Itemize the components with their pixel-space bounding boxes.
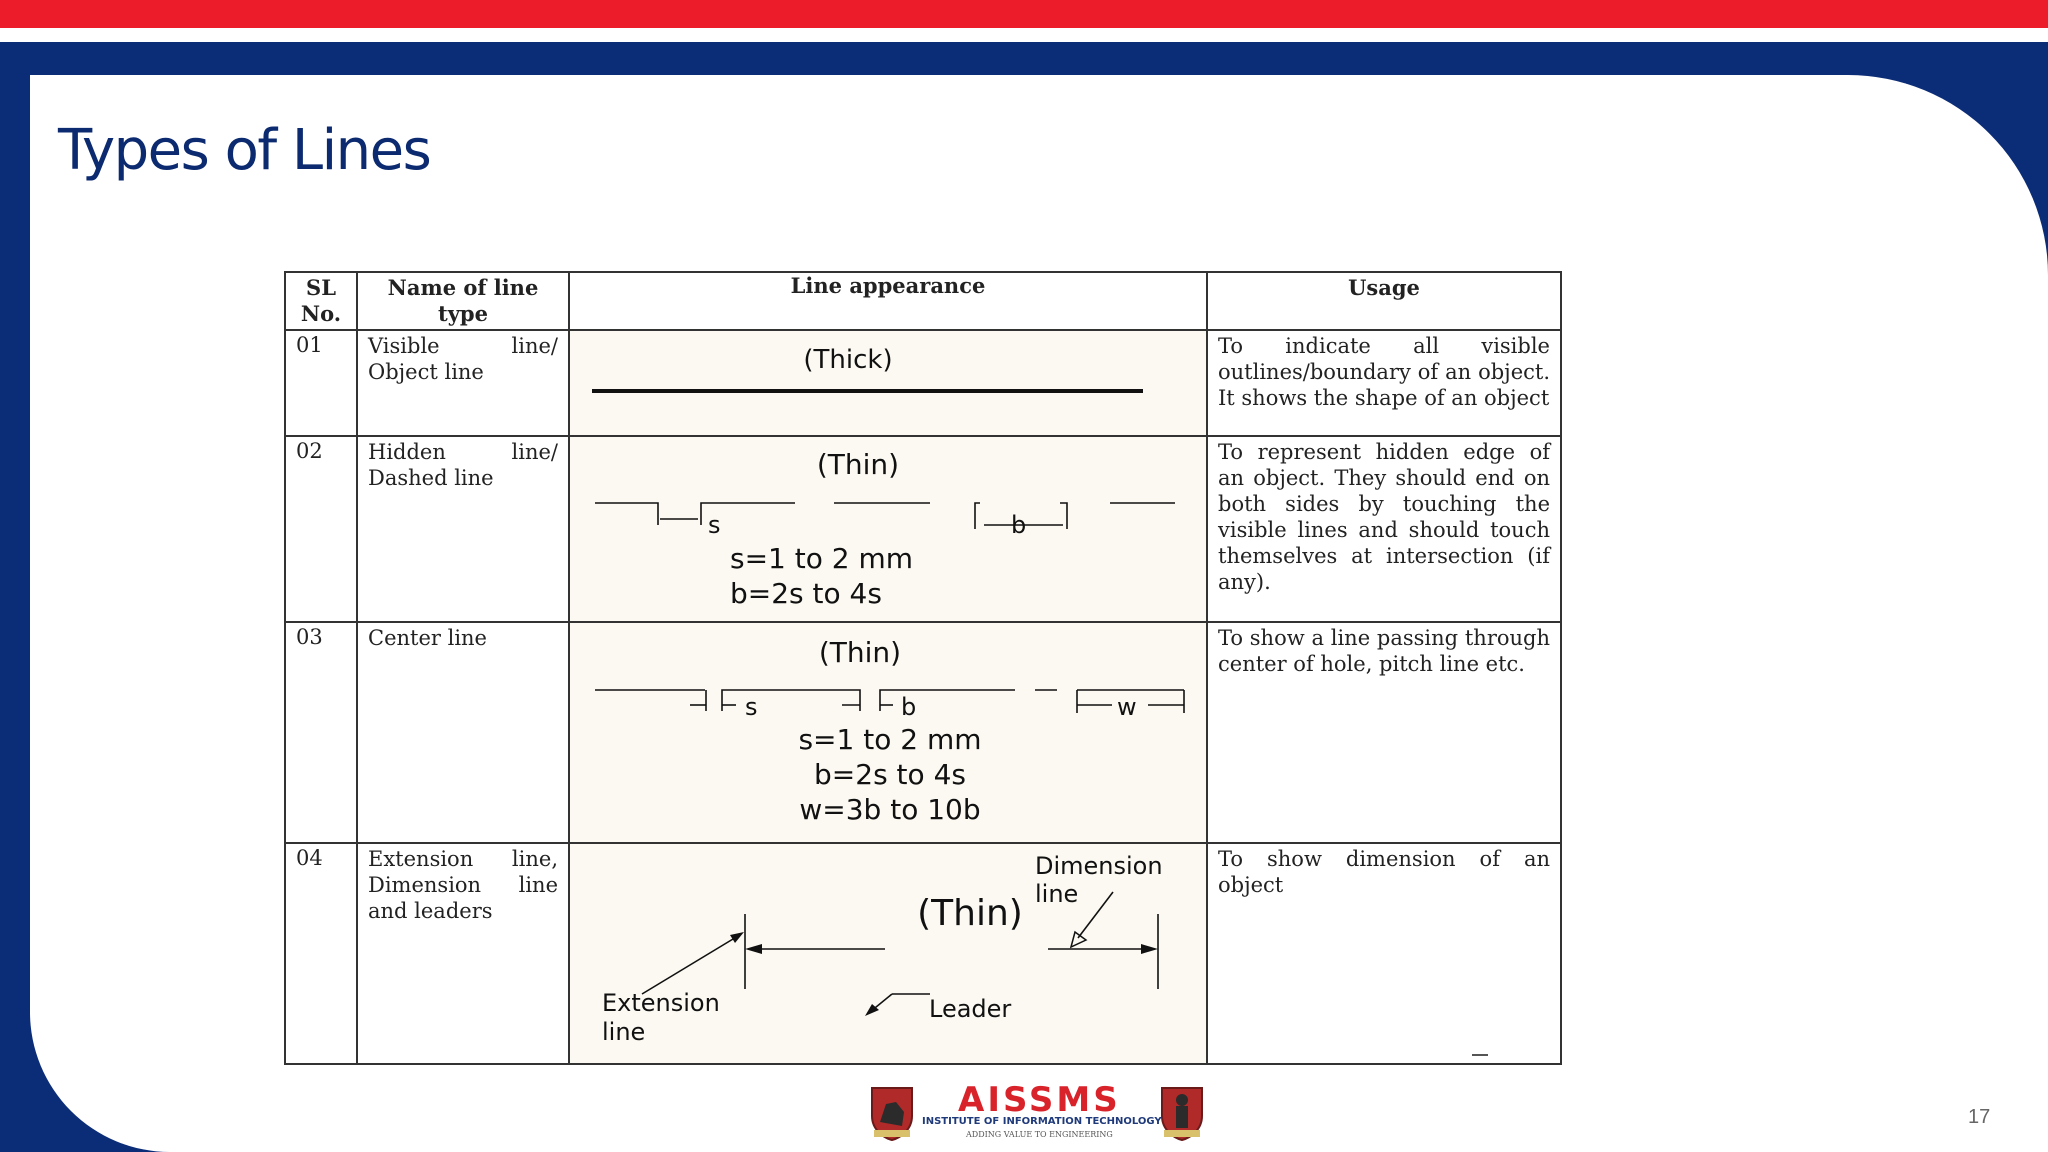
header-sl-no: SL No. xyxy=(285,272,357,330)
extension-label-2: line xyxy=(602,1018,646,1046)
row-name: Visible line/ Object line xyxy=(357,330,569,436)
line-types-table xyxy=(284,271,1562,1065)
left-crest-icon xyxy=(866,1082,918,1142)
row-sl: 04 xyxy=(285,843,357,1064)
table-row xyxy=(285,843,1561,1064)
center-thin-label: (Thin) xyxy=(818,636,902,669)
hidden-eq2: b=2s to 4s xyxy=(730,577,882,610)
logo-name: AISSMS xyxy=(958,1080,1121,1120)
table-row xyxy=(285,436,1561,622)
row-sl: 03 xyxy=(285,622,357,843)
row-sl: 01 xyxy=(285,330,357,436)
center-w-label: w xyxy=(1117,693,1137,721)
hidden-b-label: b xyxy=(1011,511,1027,539)
row-usage: To indicate all visible outlines/boundary of an object. It shows the shape of an object xyxy=(1207,330,1561,436)
hidden-eq1: s=1 to 2 mm xyxy=(730,542,914,575)
logo-subtitle: INSTITUTE OF INFORMATION TECHNOLOGY xyxy=(922,1116,1162,1127)
hidden-s-label: s xyxy=(708,511,721,539)
header-usage: Usage xyxy=(1207,272,1561,330)
table-bottom-mark xyxy=(1472,1054,1488,1056)
row-name: Extension line, Dimension line and leaders xyxy=(357,843,569,1064)
row-sl: 02 xyxy=(285,436,357,622)
dimension-label-2: line xyxy=(1035,880,1079,908)
center-line xyxy=(595,690,1184,713)
extension-label-1: Extension xyxy=(602,989,720,1017)
top-red-band xyxy=(0,0,2048,28)
row-name: Hidden line/ Dashed line xyxy=(357,436,569,622)
center-b-label: b xyxy=(901,693,917,721)
thick-label: (Thick) xyxy=(803,345,893,375)
hidden-thin-label: (Thin) xyxy=(816,448,900,481)
dimension-label-1: Dimension xyxy=(1035,852,1163,880)
dimension-line-drawing xyxy=(569,843,1207,1064)
dimension-open-arrow xyxy=(1071,932,1086,947)
center-s-label: s xyxy=(745,693,758,721)
right-crest-icon xyxy=(1156,1082,1208,1142)
dashed-line xyxy=(595,503,1175,529)
row-usage: To show dimension of an object xyxy=(1207,843,1561,1064)
hidden-line-drawing xyxy=(569,436,1207,622)
slide-number: 17 xyxy=(1968,1106,1991,1128)
leader-label: Leader xyxy=(929,995,1012,1023)
center-eq1: s=1 to 2 mm xyxy=(798,723,982,756)
center-eq2: b=2s to 4s xyxy=(814,758,966,791)
header-appearance: Line appearance xyxy=(569,272,1207,330)
row-name: Center line xyxy=(357,622,569,843)
center-line-drawing xyxy=(569,622,1207,843)
top-white-gap xyxy=(0,28,2048,42)
row-usage: To show a line passing through center of hole, pitch line etc. xyxy=(1207,622,1561,843)
dimension-thin-label: (Thin) xyxy=(917,893,1023,934)
table-header-row xyxy=(285,272,1561,330)
row-usage: To represent hidden edge of an object. They should end on both sides by touching the visible lines and should touch themselves at intersection (if any). xyxy=(1207,436,1561,622)
aissms-logo xyxy=(862,1080,1212,1148)
logo-tagline: ADDING VALUE TO ENGINEERING xyxy=(966,1130,1113,1139)
visible-line-drawing xyxy=(569,330,1207,436)
table-row xyxy=(285,330,1561,436)
table-row xyxy=(285,622,1561,843)
header-name: Name of line type xyxy=(357,272,569,330)
center-eq3: w=3b to 10b xyxy=(799,793,981,826)
slide-title: Types of Lines xyxy=(58,118,431,183)
